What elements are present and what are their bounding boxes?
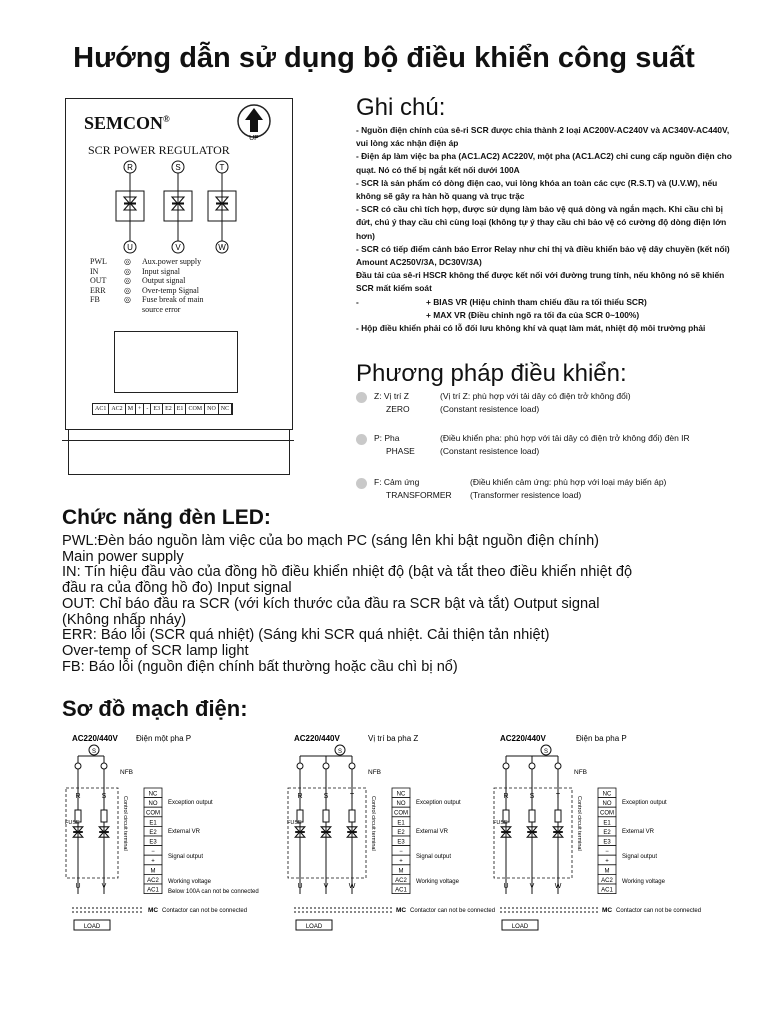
led-dot-icon: ◎ [124,285,131,295]
terminal-box-label: E2 [397,829,405,836]
terminal-box-label: NO [396,801,406,808]
breaker-contact-icon [101,763,107,769]
terminal-box-label: − [399,849,403,856]
nfb-label: NFB [574,769,587,776]
device-subtitle: SCR POWER REGULATOR [88,143,230,157]
bias-note: + BIAS VR (Hiệu chỉnh tham chiếu đầu ra tối thiểu SCR) [426,296,647,307]
method-label: Z: Vị trí Z [374,391,409,401]
led-line: OUT: Chỉ báo đầu ra SCR (với kích thước của đầu ra SCR bật và tắt) Output signal [62,595,600,612]
phase-in-label: S [529,793,535,800]
terminal-label: + [136,404,144,414]
up-label: UP [249,135,259,142]
diagram-voltage: AC220/440V [294,734,340,743]
led-dot-icon: ◎ [124,266,131,276]
input-terminal-label: R [127,163,133,172]
last-note: - Hộp điều khiển phải có lỗ đối lưu không khí và quạt làm mát, nhiệt độ môi trường phải [356,323,706,334]
terminal-group-label: Signal output [416,854,452,860]
method-sub: PHASE [386,446,415,456]
wiring-diagram [287,734,495,930]
note-item: - SCR có cầu chì tích hợp, được sử dụng làm bảo vệ quá dòng và ngắn mạch. Khi cầu chì bị đứt, chú ý thay cầu chì cùng loại (không tự ý thay cầu chì bảo vệ có cường độ dòng điện lớn hơn) [356,204,727,241]
method-subdesc: (Constant resistence load) [440,404,540,414]
note-item: - SCR có tiếp điểm cảnh báo Error Relay như chỉ thị và điều khiển bảo vệ dây chuyền (kết nối) Amount AC250V/3A, DC30V/3A) [356,243,730,268]
terminal-box-label: AC2 [601,877,613,884]
breaker-contact-icon [75,763,81,769]
wiring-diagram [65,734,259,930]
phase-in-label: S [323,793,329,800]
method-desc: (Vị trí Z: phù hợp với tải dây có điện trở không đổi) [440,391,631,401]
terminal-label: M [126,404,136,414]
terminal-group-label: Signal output [168,854,204,860]
svg-text:S: S [337,749,343,755]
terminal-box-label: E2 [603,829,611,836]
output-terminal-label: U [127,243,133,252]
terminal-group-label: Working voltage [416,879,459,885]
input-terminal-label: T [219,163,225,172]
led-heading: Chức năng đèn LED: [62,506,271,529]
page-title: Hướng dẫn sử dụng bộ điều khiển công suất [73,42,695,74]
mc-label: MC [396,907,407,914]
note-item: Đầu tải của sê-ri HSCR không thể được kết nối với đường trung tính, nếu không nó sẽ khiến SCR mất kiểm soát [356,270,725,294]
terminal-box-label: COM [146,810,160,817]
phase-out-label: V [101,883,107,890]
fuse-icon [529,810,535,822]
led-dot-icon: ◎ [124,295,131,304]
device-led-row [90,267,290,277]
note-item: - SCR là sản phẩm có dòng điện cao, vui lòng khóa an toàn các cực (R.S.T) và (U.V.W), nếu không sẽ gây ra hàn hồ quang và trục trặc [356,177,718,202]
note-item: - Nguồn điện chính của sê-ri SCR được chia thành 2 loại AC200V-AC240V và AC340V-AC440V, vui lòng xác nhận điện áp [356,125,730,149]
radio-dot-icon [356,434,367,445]
svg-text:S: S [91,749,97,755]
mc-note: Contactor can not be connected [162,908,248,914]
notes-list [356,124,734,335]
brand-logo: SEMCON® [84,113,170,133]
max-note: + MAX VR (Điều chỉnh ngõ ra tối đa của SCR 0~100%) [426,309,640,320]
led-desc: Input signal [142,266,180,276]
diagram-voltage: AC220/440V [72,734,118,743]
phase-in-label: R [75,793,81,800]
diagram-caption: Điện một pha P [136,734,192,743]
phase-in-label: R [297,793,303,800]
bias-prefix: - [356,296,359,307]
load-label: LOAD [511,924,529,930]
terminal-box-label: + [399,858,403,865]
phase-in-label: T [555,793,561,800]
nfb-label: NFB [368,769,381,776]
terminal-label: AC2 [109,404,125,414]
device-base [68,430,290,475]
terminal-box-label: + [605,858,609,865]
breaker-contact-icon [323,763,329,769]
input-terminal-label: S [175,163,181,172]
terminal-label: E3 [151,404,163,414]
terminal-box-label: AC2 [395,877,407,884]
terminal-box-label: COM [394,810,408,817]
fuse-icon [555,810,561,822]
vertical-label: Control circuit terminal [370,796,376,851]
terminal-box-label: NO [148,801,158,808]
phase-in-label: R [503,793,509,800]
mc-note: Contactor can not be connected [616,908,702,914]
led-desc: Over-temp Signal [142,285,199,295]
method-desc: (Điều khiển pha: phù hợp với tải dây có điện trở không đổi) đèn IR [440,433,690,443]
terminal-group-label: External VR [168,829,201,835]
method-label: P: Pha [374,433,400,443]
scr-device-illustration [65,98,293,430]
terminal-box-label: E1 [149,820,157,827]
vertical-label: Control circuit terminal [122,796,128,851]
mc-label: MC [148,907,159,914]
terminal-box-label: AC2 [147,877,159,884]
led-name: IN [90,266,99,276]
output-terminal-label: W [218,243,226,252]
led-name: PWL [90,257,107,266]
diagram-caption: Vị trí ba pha Z [368,734,419,743]
fuse-icon [349,810,355,822]
up-arrow-icon [236,103,272,143]
terminal-label: E2 [163,404,175,414]
led-name: FB [90,295,100,304]
terminal-box-label: E3 [397,839,405,846]
terminal-group-label: Working voltage [622,879,665,885]
led-desc: Fuse break of main source error [142,295,204,314]
led-description [62,534,752,675]
radio-dot-icon [356,392,367,403]
terminal-group-label: Exception output [416,800,461,806]
terminal-box-label: M [150,868,156,875]
diagram-caption: Điện ba pha P [576,734,627,743]
terminal-box-label: E3 [149,839,157,846]
device-led-row [90,257,290,267]
terminal-group-label: External VR [416,829,449,835]
breaker-contact-icon [349,763,355,769]
led-dot-icon: ◎ [124,276,131,285]
terminal-box-label: NC [148,791,158,798]
fuse-label: FUSE [287,820,302,826]
phase-in-label: T [349,793,355,800]
terminal-label: - [144,404,151,414]
mc-label: MC [602,907,613,914]
method-desc: (Điều khiển cảm ứng: phù hợp với loại máy biến áp) [470,477,667,487]
terminal-box-label: − [151,849,155,856]
method-subdesc: (Constant resistence load) [440,446,540,456]
terminal-box-label: + [151,858,155,865]
terminal-box-label: NC [602,791,612,798]
breaker-contact-icon [529,763,535,769]
terminal-group-label: External VR [622,829,655,835]
terminal-box-label: AC1 [147,887,159,894]
terminal-group-label: Signal output [622,854,658,860]
phase-out-label: U [75,883,81,890]
terminal-label: COM [186,404,205,414]
control-heading: Phương pháp điều khiển: [356,360,627,387]
terminal-box-label: AC1 [601,887,613,894]
svg-text:S: S [543,749,549,755]
led-line: (Không nhấp nháy) [62,611,187,628]
terminal-label: NC [219,404,232,414]
terminal-group-label: Exception output [168,800,213,806]
fuse-icon [323,810,329,822]
led-name: ERR [90,285,106,295]
terminal-group-label: Exception output [622,800,667,806]
terminal-box-label: NC [396,791,406,798]
method-subdesc: (Transformer resistence load) [470,490,582,500]
led-desc: Output signal [142,276,186,285]
device-led-row [90,286,290,296]
led-line: Over-temp of SCR lamp light [62,642,249,659]
terminal-box-label: E1 [603,820,611,827]
phase-out-label: W [554,883,562,890]
note-item: - Điện áp làm việc ba pha (AC1.AC2) AC220V, một pha (AC1.AC2) chỉ cung cấp nguồn điện cho quạt. Nó có thể bị ngắt kết nối dưới 100A [356,151,732,175]
led-desc: Aux.power supply [142,257,202,266]
scr-thyristor-schematic [66,157,292,257]
phase-out-label: V [323,883,329,890]
led-dot-icon: ◎ [124,257,131,266]
terminal-box-label: COM [600,810,614,817]
led-line: đầu ra của đồng hồ đo) Input signal [62,580,292,597]
phase-out-label: U [297,883,303,890]
display-window [114,331,238,393]
terminal-label: AC1 [93,404,109,414]
device-led-row [90,276,290,286]
terminal-box-label: NO [602,801,612,808]
method-sub: TRANSFORMER [386,490,452,500]
terminal-box-label: M [604,868,610,875]
led-legend [90,257,290,314]
led-line: PWL:Đèn báo nguồn làm việc của bo mạch PC (sáng lên khi bật nguồn điện chính) [62,533,600,549]
terminal-strip [92,403,233,415]
phase-in-label: S [101,793,107,800]
radio-dot-icon [356,478,367,489]
phase-out-label: U [503,883,509,890]
terminal-box-label: E3 [603,839,611,846]
circuit-heading: Sơ đồ mạch điện: [62,696,248,721]
terminal-box-label: E2 [149,829,157,836]
fuse-label: FUSE [493,820,508,826]
led-line: Main power supply [62,548,184,565]
fuse-label: FUSE [65,820,80,826]
diagram-voltage: AC220/440V [500,734,546,743]
method-sub: ZERO [386,404,410,414]
breaker-contact-icon [503,763,509,769]
wiring-diagrams [0,726,768,936]
terminal-extra-note: Below 100A can not be connected [168,889,259,895]
nfb-label: NFB [120,769,133,776]
scr-body-box [66,788,118,878]
led-line: IN: Tín hiệu đầu vào của đồng hồ điều khiển nhiệt độ (bật và tắt theo điều khiển nhiệt độ [62,564,633,581]
terminal-label: NO [205,404,219,414]
terminal-label: E1 [175,404,187,414]
breaker-contact-icon [297,763,303,769]
fuse-icon [101,810,107,822]
led-line: FB: Báo lỗi (nguồn điện chính bất thường hoặc cầu chì bị nổ) [62,658,458,675]
output-terminal-label: V [175,243,181,252]
terminal-box-label: E1 [397,820,405,827]
mc-note: Contactor can not be connected [410,908,496,914]
terminal-box-label: − [605,849,609,856]
vertical-label: Control circuit terminal [576,796,582,851]
wiring-diagram [493,734,701,930]
load-label: LOAD [83,924,101,930]
led-name: OUT [90,276,107,285]
load-label: LOAD [305,924,323,930]
terminal-box-label: AC1 [395,887,407,894]
notes-heading: Ghi chú: [356,94,446,121]
device-base-line [62,440,294,441]
phase-out-label: W [348,883,356,890]
method-label: F: Cảm ứng [374,477,420,487]
phase-out-label: V [529,883,535,890]
led-line: ERR: Báo lỗi (SCR quá nhiệt) (Sáng khi SCR quá nhiệt. Cải thiện tản nhiệt) [62,627,550,644]
breaker-contact-icon [555,763,561,769]
terminal-box-label: M [398,868,404,875]
device-led-row [90,295,290,314]
terminal-group-label: Working voltage [168,879,211,885]
